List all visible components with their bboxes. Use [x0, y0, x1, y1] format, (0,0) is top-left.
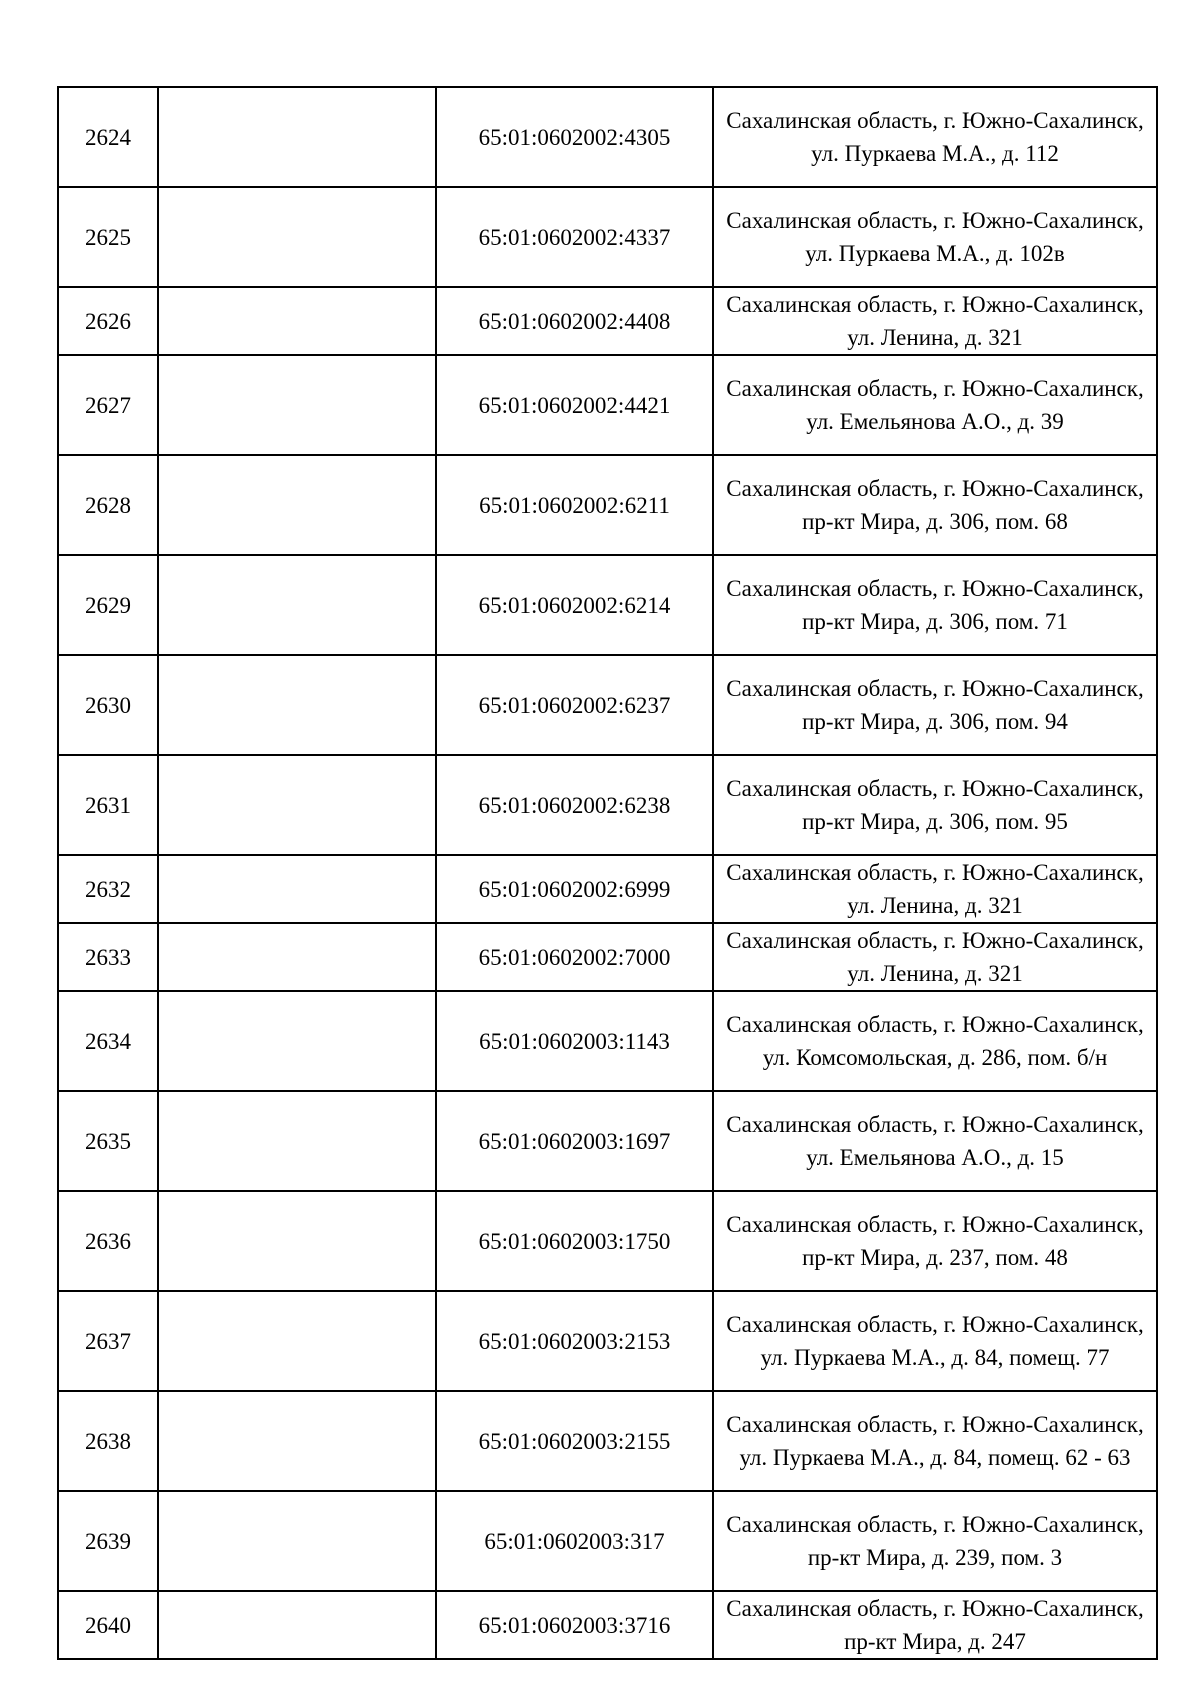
empty-cell — [158, 1491, 436, 1591]
empty-cell — [158, 355, 436, 455]
row-number: 2626 — [58, 287, 158, 355]
property-table — [57, 86, 1158, 1660]
address: Сахалинская область, г. Южно-Сахалинск, ул. Пуркаева М.А., д. 102в — [713, 187, 1157, 287]
row-number: 2635 — [58, 1091, 158, 1191]
address: Сахалинская область, г. Южно-Сахалинск, ул. Комсомольская, д. 286, пом. б/н — [713, 991, 1157, 1091]
row-number: 2629 — [58, 555, 158, 655]
cadastral-number: 65:01:0602002:4337 — [436, 187, 713, 287]
empty-cell — [158, 555, 436, 655]
cadastral-number: 65:01:0602002:6237 — [436, 655, 713, 755]
row-number: 2625 — [58, 187, 158, 287]
empty-cell — [158, 1391, 436, 1491]
empty-cell — [158, 1191, 436, 1291]
empty-cell — [158, 87, 436, 187]
address: Сахалинская область, г. Южно-Сахалинск, пр-кт Мира, д. 237, пом. 48 — [713, 1191, 1157, 1291]
cadastral-number: 65:01:0602003:1697 — [436, 1091, 713, 1191]
empty-cell — [158, 455, 436, 555]
empty-cell — [158, 1291, 436, 1391]
row-number: 2631 — [58, 755, 158, 855]
cadastral-number: 65:01:0602002:6999 — [436, 855, 713, 923]
row-number: 2637 — [58, 1291, 158, 1391]
table-row — [58, 87, 1157, 187]
row-number: 2624 — [58, 87, 158, 187]
table-row — [58, 187, 1157, 287]
table-row — [58, 1591, 1157, 1659]
empty-cell — [158, 755, 436, 855]
address: Сахалинская область, г. Южно-Сахалинск, ул. Ленина, д. 321 — [713, 287, 1157, 355]
row-number: 2634 — [58, 991, 158, 1091]
address: Сахалинская область, г. Южно-Сахалинск, ул. Емельянова А.О., д. 15 — [713, 1091, 1157, 1191]
address: Сахалинская область, г. Южно-Сахалинск, пр-кт Мира, д. 239, пом. 3 — [713, 1491, 1157, 1591]
table-row — [58, 287, 1157, 355]
row-number: 2627 — [58, 355, 158, 455]
table-row — [58, 923, 1157, 991]
cadastral-number: 65:01:0602002:4408 — [436, 287, 713, 355]
row-number: 2639 — [58, 1491, 158, 1591]
address: Сахалинская область, г. Южно-Сахалинск, ул. Ленина, д. 321 — [713, 855, 1157, 923]
empty-cell — [158, 1591, 436, 1659]
empty-cell — [158, 923, 436, 991]
address: Сахалинская область, г. Южно-Сахалинск, ул. Емельянова А.О., д. 39 — [713, 355, 1157, 455]
row-number: 2630 — [58, 655, 158, 755]
empty-cell — [158, 991, 436, 1091]
table-row — [58, 855, 1157, 923]
row-number: 2640 — [58, 1591, 158, 1659]
table-row — [58, 755, 1157, 855]
table-row — [58, 991, 1157, 1091]
address: Сахалинская область, г. Южно-Сахалинск, ул. Пуркаева М.А., д. 112 — [713, 87, 1157, 187]
address: Сахалинская область, г. Южно-Сахалинск, ул. Пуркаева М.А., д. 84, помещ. 77 — [713, 1291, 1157, 1391]
cadastral-number: 65:01:0602003:1143 — [436, 991, 713, 1091]
cadastral-number: 65:01:0602002:4421 — [436, 355, 713, 455]
table-row — [58, 655, 1157, 755]
row-number: 2636 — [58, 1191, 158, 1291]
table-row — [58, 1191, 1157, 1291]
property-table-body — [58, 87, 1157, 1659]
row-number: 2632 — [58, 855, 158, 923]
row-number: 2628 — [58, 455, 158, 555]
table-row — [58, 1391, 1157, 1491]
table-row — [58, 1291, 1157, 1391]
table-row — [58, 1091, 1157, 1191]
address: Сахалинская область, г. Южно-Сахалинск, пр-кт Мира, д. 306, пом. 71 — [713, 555, 1157, 655]
cadastral-number: 65:01:0602003:3716 — [436, 1591, 713, 1659]
cadastral-number: 65:01:0602003:317 — [436, 1491, 713, 1591]
table-row — [58, 355, 1157, 455]
row-number: 2633 — [58, 923, 158, 991]
empty-cell — [158, 655, 436, 755]
empty-cell — [158, 187, 436, 287]
table-row — [58, 1491, 1157, 1591]
empty-cell — [158, 855, 436, 923]
address: Сахалинская область, г. Южно-Сахалинск, пр-кт Мира, д. 247 — [713, 1591, 1157, 1659]
cadastral-number: 65:01:0602003:2155 — [436, 1391, 713, 1491]
table-row — [58, 555, 1157, 655]
row-number: 2638 — [58, 1391, 158, 1491]
cadastral-number: 65:01:0602002:6211 — [436, 455, 713, 555]
cadastral-number: 65:01:0602002:6214 — [436, 555, 713, 655]
address: Сахалинская область, г. Южно-Сахалинск, пр-кт Мира, д. 306, пом. 94 — [713, 655, 1157, 755]
address: Сахалинская область, г. Южно-Сахалинск, пр-кт Мира, д. 306, пом. 68 — [713, 455, 1157, 555]
cadastral-number: 65:01:0602003:1750 — [436, 1191, 713, 1291]
cadastral-number: 65:01:0602003:2153 — [436, 1291, 713, 1391]
address: Сахалинская область, г. Южно-Сахалинск, ул. Ленина, д. 321 — [713, 923, 1157, 991]
address: Сахалинская область, г. Южно-Сахалинск, ул. Пуркаева М.А., д. 84, помещ. 62 - 63 — [713, 1391, 1157, 1491]
table-row — [58, 455, 1157, 555]
empty-cell — [158, 287, 436, 355]
cadastral-number: 65:01:0602002:7000 — [436, 923, 713, 991]
empty-cell — [158, 1091, 436, 1191]
cadastral-number: 65:01:0602002:4305 — [436, 87, 713, 187]
cadastral-number: 65:01:0602002:6238 — [436, 755, 713, 855]
address: Сахалинская область, г. Южно-Сахалинск, пр-кт Мира, д. 306, пом. 95 — [713, 755, 1157, 855]
